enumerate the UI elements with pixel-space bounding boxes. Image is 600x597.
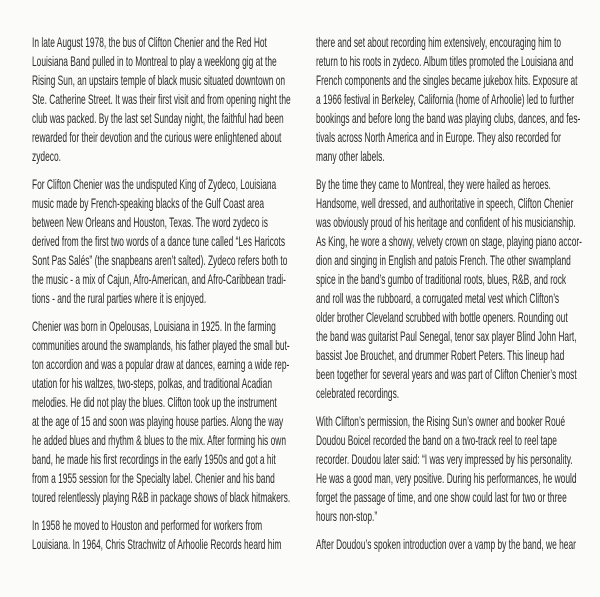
text-line: Louisiana. In 1964, Chris Strachwitz of Arhoolie Records heard him — [32, 536, 282, 552]
right-column — [316, 33, 588, 563]
paragraph — [316, 175, 588, 403]
text-line: Handsome, well dressed, and authoritative in speech, Clifton Chenier — [316, 195, 574, 211]
text-line: derived from the first two words of a dance tune called “Les Haricots — [32, 233, 286, 249]
text-line: recorder. Doudou later said: “I was very impressed by his personality. — [316, 451, 573, 467]
text-line: there and set about recording him extensively, encouraging him to — [316, 34, 561, 50]
paragraph — [316, 33, 588, 166]
text-line: With Clifton’s permission, the Rising Sun’s owner and booker Roué — [316, 413, 566, 429]
text-line: many other labels. — [316, 148, 385, 164]
text-line: a 1966 festival in Berkeley, California (home of Arhoolie) led to further — [316, 91, 575, 107]
text-line: After Doudou’s spoken introduction over a vamp by the band, we hear — [316, 536, 576, 552]
left-column — [32, 33, 294, 563]
text-line: dion and singing in English and patois French. The other swampland — [316, 252, 571, 268]
paragraph — [32, 175, 294, 308]
text-line: tivals across North America and in Europe. They also recorded for — [316, 129, 561, 145]
text-line: been together for several years and was part of Clifton Chenier’s most — [316, 366, 577, 382]
text-line: melodies. He did not play the blues. Clifton took up the instrument — [32, 394, 277, 410]
text-line: Chenier was born in Opelousas, Louisiana in 1925. In the farming — [32, 318, 276, 334]
paragraph — [32, 317, 294, 507]
text-line: from a 1955 session for the Specialty label. Chenier and his band — [32, 470, 275, 486]
text-line: and roll was the rubboard, a corrugated metal vest which Clifton’s — [316, 290, 560, 306]
text-line: Sont Pas Salés” (the snapbeans aren’t salted). Zydeco refers both to — [32, 252, 288, 268]
text-line: By the time they came to Montreal, they were hailed as heroes. — [316, 176, 551, 192]
text-line: Doudou Boicel recorded the band on a two-track reel to reel tape — [316, 432, 557, 448]
text-line: forget the passage of time, and one show could last for two or three — [316, 489, 567, 505]
text-line: In late August 1978, the bus of Clifton Chenier and the Red Hot — [32, 34, 267, 50]
text-line: hours non-stop.” — [316, 508, 378, 524]
text-line: he added blues and rhythm & blues to the mix. After forming his own — [32, 432, 287, 448]
text-line: club was packed. By the last set Sunday night, the faithful had been — [32, 110, 284, 126]
text-line: zydeco. — [32, 148, 61, 164]
text-line: ton accordion and was a popular draw at dances, earning a wide rep- — [32, 356, 290, 372]
text-line: In 1958 he moved to Houston and performed for workers from — [32, 517, 263, 533]
text-line: tions - and the rural parties where it is enjoyed. — [32, 290, 207, 306]
text-line: As King, he wore a showy, velvety crown on stage, playing piano accor- — [316, 233, 582, 249]
text-line: the music - a mix of Cajun, Afro-American, and Afro-Caribbean tradi- — [32, 271, 286, 287]
text-line: toured relentlessly playing R&B in package shows of black hitmakers. — [32, 489, 291, 505]
text-line: band, he made his first recordings in the early 1950s and got a hit — [32, 451, 276, 467]
text-line: music made by French-speaking blacks of the Gulf Coast area — [32, 195, 265, 211]
text-line: communities around the swamplands, his father played the small but- — [32, 337, 290, 353]
text-line: at the age of 15 and soon was playing house parties. Along the way — [32, 413, 284, 429]
paragraph — [32, 33, 294, 166]
text-line: utation for his waltzes, two-steps, polkas, and traditional Acadian — [32, 375, 272, 391]
text-line: He was a good man, very positive. During his performances, he would — [316, 470, 577, 486]
text-line: bookings and before long the band was playing clubs, dances, and fes- — [316, 110, 581, 126]
text-line: bassist Joe Brouchet, and drummer Robert Peters. This lineup had — [316, 347, 565, 363]
text-line: spice in the band’s gumbo of traditional roots, blues, R&B, and rock — [316, 271, 567, 287]
text-line: the band was guitarist Paul Senegal, tenor sax player Blind John Hart, — [316, 328, 577, 344]
text-line: was obviously proud of his heritage and confident of his musicianship. — [316, 214, 576, 230]
text-line: Louisiana Band pulled in to Montreal to play a weeklong gig at the — [32, 53, 277, 69]
text-line: older brother Cleveland scrubbed with bottle openers. Rounding out — [316, 309, 568, 325]
paragraph — [32, 516, 294, 554]
text-line: Rising Sun, an upstairs temple of black music situated downtown on — [32, 72, 286, 88]
paragraph — [316, 412, 588, 526]
text-line: celebrated recordings. — [316, 385, 400, 401]
text-line: return to his roots in zydeco. Album titles promoted the Louisiana and — [316, 53, 574, 69]
paragraph — [316, 535, 588, 554]
text-line: between New Orleans and Houston, Texas. The word zydeco is — [32, 214, 268, 230]
text-line: For Clifton Chenier was the undisputed King of Zydeco, Louisiana — [32, 176, 277, 192]
text-line: Ste. Catherine Street. It was their first visit and from opening night the — [32, 91, 291, 107]
text-line: rewarded for their devotion and the curious were enlightened about — [32, 129, 282, 145]
text-line: French components and the singles became jukebox hits. Exposure at — [316, 72, 578, 88]
